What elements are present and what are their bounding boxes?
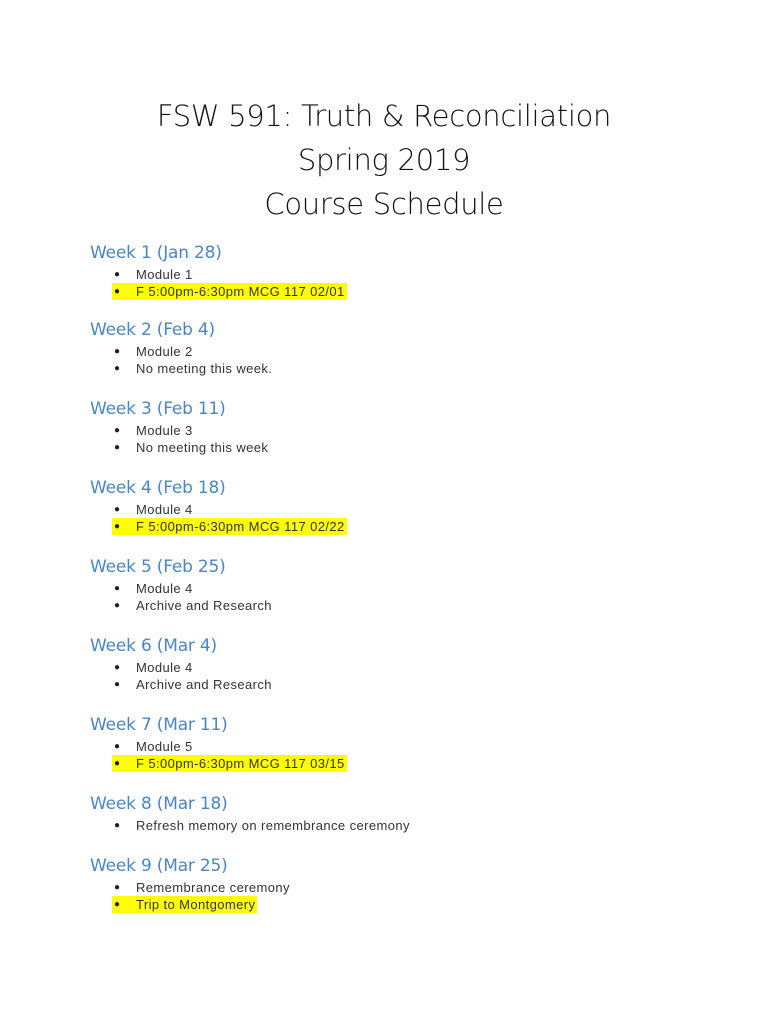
week-item-list bbox=[90, 501, 690, 535]
highlighted-list-item bbox=[90, 283, 690, 300]
bullet-icon: ● bbox=[114, 425, 121, 436]
list-item-text: F 5:00pm-6:30pm MCG 117 02/22 bbox=[136, 519, 345, 534]
list-item bbox=[90, 580, 690, 597]
list-item-text: Archive and Research bbox=[136, 677, 272, 692]
week-section bbox=[90, 240, 690, 300]
bullet-icon: ● bbox=[114, 521, 121, 532]
semester: Spring 2019 bbox=[297, 143, 471, 177]
list-item bbox=[90, 659, 690, 676]
week-item-list bbox=[90, 580, 690, 614]
week-section bbox=[90, 554, 690, 614]
week-heading: Week 7 (Mar 11) bbox=[90, 715, 228, 735]
list-item-text: Refresh memory on remembrance ceremony bbox=[136, 818, 410, 833]
list-item bbox=[90, 343, 690, 360]
list-item bbox=[90, 439, 690, 456]
list-item-text: Module 4 bbox=[136, 660, 193, 675]
week-section bbox=[90, 317, 690, 377]
bullet-icon: ● bbox=[114, 899, 121, 910]
list-item-text: Module 1 bbox=[136, 267, 193, 282]
week-heading: Week 4 (Feb 18) bbox=[90, 478, 226, 498]
week-section bbox=[90, 396, 690, 456]
list-item bbox=[90, 676, 690, 693]
list-item bbox=[90, 738, 690, 755]
bullet-icon: ● bbox=[114, 583, 121, 594]
bullet-icon: ● bbox=[114, 662, 121, 673]
schedule-label: Course Schedule bbox=[264, 187, 504, 221]
bullet-icon: ● bbox=[114, 882, 121, 893]
week-heading: Week 8 (Mar 18) bbox=[90, 794, 228, 814]
week-item-list bbox=[90, 343, 690, 377]
bullet-icon: ● bbox=[114, 504, 121, 515]
week-item-list bbox=[90, 659, 690, 693]
bullet-icon: ● bbox=[114, 346, 121, 357]
list-item-text: F 5:00pm-6:30pm MCG 117 03/15 bbox=[136, 756, 345, 771]
list-item-text: Archive and Research bbox=[136, 598, 272, 613]
week-section bbox=[90, 712, 690, 772]
highlighted-list-item bbox=[90, 518, 690, 535]
bullet-icon: ● bbox=[114, 269, 121, 280]
week-section bbox=[90, 853, 690, 913]
week-heading: Week 2 (Feb 4) bbox=[90, 320, 215, 340]
list-item-text: Module 4 bbox=[136, 581, 193, 596]
bullet-icon: ● bbox=[114, 442, 121, 453]
week-section bbox=[90, 633, 690, 693]
list-item-text: Module 3 bbox=[136, 423, 193, 438]
list-item-text: F 5:00pm-6:30pm MCG 117 02/01 bbox=[136, 284, 345, 299]
bullet-icon: ● bbox=[114, 679, 121, 690]
list-item-text: Module 4 bbox=[136, 502, 193, 517]
highlighted-list-item bbox=[90, 755, 690, 772]
list-item bbox=[90, 266, 690, 283]
week-heading: Week 3 (Feb 11) bbox=[90, 399, 226, 419]
list-item-text: Remembrance ceremony bbox=[136, 880, 290, 895]
week-item-list bbox=[90, 422, 690, 456]
list-item bbox=[90, 879, 690, 896]
week-item-list bbox=[90, 817, 690, 834]
list-item-text: No meeting this week. bbox=[136, 361, 273, 376]
bullet-icon: ● bbox=[114, 363, 121, 374]
list-item bbox=[90, 817, 690, 834]
list-item-text: Trip to Montgomery bbox=[136, 897, 256, 912]
week-item-list bbox=[90, 266, 690, 300]
list-item-text: No meeting this week bbox=[136, 440, 269, 455]
bullet-icon: ● bbox=[114, 820, 121, 831]
list-item bbox=[90, 597, 690, 614]
list-item-text: Module 2 bbox=[136, 344, 193, 359]
week-heading: Week 1 (Jan 28) bbox=[90, 243, 222, 263]
list-item bbox=[90, 501, 690, 518]
list-item bbox=[90, 422, 690, 439]
bullet-icon: ● bbox=[114, 600, 121, 611]
bullet-icon: ● bbox=[114, 758, 121, 769]
bullet-icon: ● bbox=[114, 741, 121, 752]
document-title bbox=[0, 94, 768, 226]
weekly-schedule bbox=[90, 240, 690, 913]
week-heading: Week 5 (Feb 25) bbox=[90, 557, 226, 577]
list-item bbox=[90, 360, 690, 377]
week-item-list bbox=[90, 879, 690, 913]
list-item-text: Module 5 bbox=[136, 739, 193, 754]
bullet-icon: ● bbox=[114, 286, 121, 297]
week-heading: Week 6 (Mar 4) bbox=[90, 636, 217, 656]
week-heading: Week 9 (Mar 25) bbox=[90, 856, 228, 876]
week-section bbox=[90, 475, 690, 535]
course-title: FSW 591: Truth & Reconciliation bbox=[156, 99, 612, 133]
highlighted-list-item bbox=[90, 896, 690, 913]
week-item-list bbox=[90, 738, 690, 772]
week-section bbox=[90, 791, 690, 834]
